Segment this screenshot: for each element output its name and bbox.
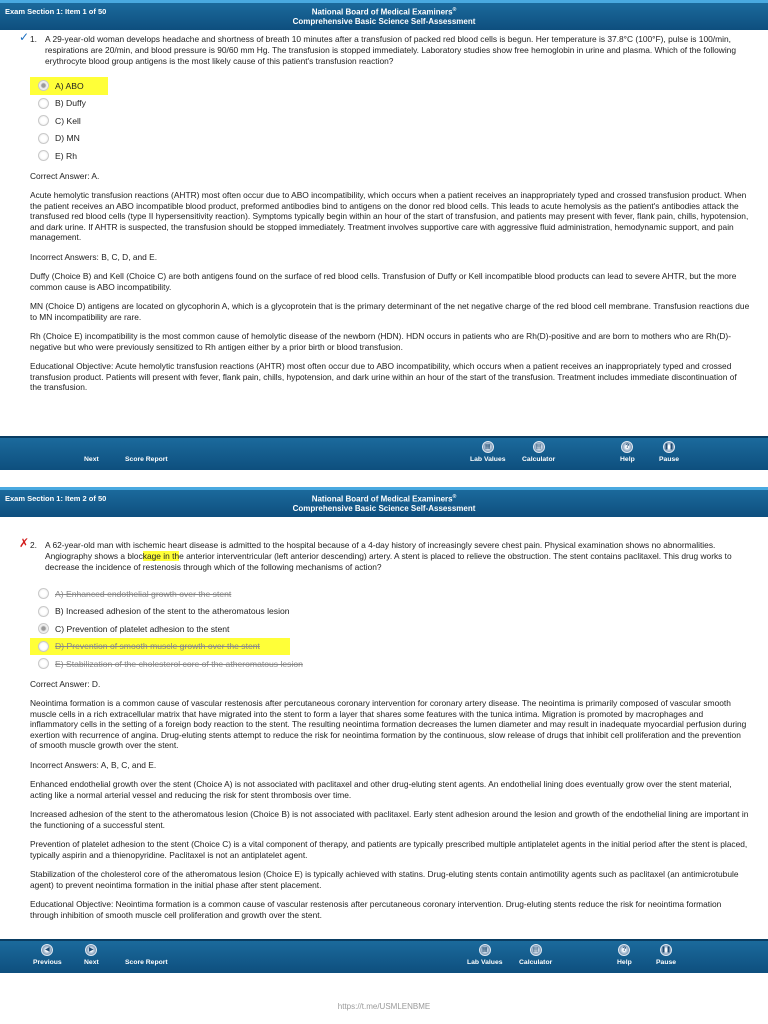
explanation-paragraph: Neointima formation is a common cause of vascular restenosis after percutaneous coronary intervention for coronary artery disease. The neointima is primarily composed of vascular smooth muscle cells in a rich extracellular matrix that have migrated into the stent to form a layer that shares some features with the tunica intima. Migration is promoted by macrophages and inflammatory cells in the setting of a foreign body reaction to the stent. The resulting neointima formation decreases the lumen diameter and may result in inadequate myocardial perfusion during exertion with recurrence of angina. Drug-eluting stents attempt to reduce the risk for neointima formation by the continuous, slow release of drugs that inhibit cell proliferation and the prevention of smooth muscle growth over the stent. [30,698,747,750]
explanation-paragraph: Rh (Choice E) incompatibility is the most common cause of hemolytic disease of the newborn (HDN). HDN occurs in patients who are Rh(D)-positive and are born to mothers who are Rh(D)-negative but who were previously sensitized to Rh antigen either by a prior birth or blood transfusion. [30,331,731,352]
radio-button[interactable] [38,150,49,161]
choice-b[interactable] [30,95,754,113]
correct-answer-label: Correct Answer: D. [30,678,101,689]
question-panel-1 [0,0,768,470]
educational-objective: Educational Objective: Acute hemolytic transfusion reactions (AHTR) most often occur due to ABO incompatibility, which occurs when a patient receives an inappropriately typed and crossed transfusion product. Patients will present with fever, flank pain, chills, hypotension, and dark urine within an hour of the start of the transfusion. Treatment includes immediate discontinuation of the transfusion. [30,361,737,392]
choice-e[interactable] [30,655,754,673]
help-button[interactable] [617,944,632,966]
choice-text: Duffy [65,98,86,109]
explanation [30,679,754,921]
previous-icon: ◀ [41,944,53,956]
exam-header [0,6,768,26]
organization-name: National Board of Medical Examiners [311,7,453,17]
explanation-paragraph: MN (Choice D) antigens are located on glycophorin A, which is a glycoprotein that is the primary determinant of the net negative charge of the red blood cell membrane. Transfusion reactions due to MN incompatibility are rare. [30,301,750,322]
exam-header [0,493,768,513]
explanation-paragraph: Enhanced endothelial growth over the stent (Choice A) is not associated with paclitaxel and other drug-eluting stent agents. An endothelial lining does eventually grow over the stent material, acting like a normal arterial vessel and reducing the risk for stent thrombosis over time. [30,779,732,800]
exam-title: Comprehensive Basic Science Self-Assessment [292,503,476,513]
organization-name: National Board of Medical Examiners [311,494,453,504]
next-icon: ▶ [85,944,97,956]
explanation [30,171,754,393]
explanation-paragraph: Increased adhesion of the stent to the atheromatous lesion (Choice B) is not associated with paclitaxel. Early stent adhesion around the lesion and growth of the endothelial lining are important in the functioning of a successful stent. [30,809,749,830]
next-label: Next [84,456,99,463]
choice-letter: D) [55,641,65,652]
choice-c[interactable] [30,112,754,130]
choice-text: Prevention of smooth muscle growth over the stent [66,641,260,652]
incorrect-x-icon: ✗ [19,536,30,550]
radio-button[interactable] [38,588,49,599]
help-button[interactable] [620,441,635,463]
lab-values-label: Lab Values [467,959,503,966]
lab-values-icon: ▦ [479,944,491,956]
radio-button[interactable] [38,98,49,109]
next-label: Next [84,959,99,966]
calculator-button[interactable] [522,441,555,463]
pause-button[interactable] [659,441,679,463]
incorrect-answers-label: Incorrect Answers: B, C, D, and E. [30,251,158,262]
choice-letter: E) [55,150,64,161]
radio-button[interactable] [38,658,49,669]
calculator-icon: ▤ [530,944,542,956]
explanation-paragraph: Prevention of platelet adhesion to the stent (Choice C) is a vital component of therapy, and patients are typically prescribed multiple antiplatelet agents in the initial period after the stent is placed, typically aspirin and a thienopyridine. Paclitaxel is not an antiplatelet agent. [30,839,748,860]
next-button[interactable] [84,944,99,966]
incorrect-answers-label: Incorrect Answers: A, B, C, and E. [30,759,157,770]
calculator-button[interactable] [519,944,552,966]
choice-letter: A) [55,588,64,599]
lab-values-button[interactable] [470,441,506,463]
help-label: Help [620,456,635,463]
answer-choices [30,77,754,165]
score-report-label: Score Report [125,959,168,966]
navigation-bar [0,436,768,470]
explanation-paragraph: Acute hemolytic transfusion reactions (AHTR) most often occur due to ABO incompatibility, which occurs when a patient receives an inappropriately typed and crossed transfusion product. When the patient receives an ABO incompatible blood product, preformed antibodies bind to antigens on the donor red blood cells. This leads to acute hemolysis as the patient's antibodies attack the transfused red blood cells (type II hypersensitivity reaction). Symptoms typically begin within an hour of the start of transfusion, and patients may present with fever, flank pain, chills, hypotension, and dark urine. If AHTR is suspected, the transfusion should be stopped immediately. Treatment involves supportive care with aggressive fluid administration, hemodynamic support, and pain management. [30,190,749,242]
choice-a[interactable] [30,77,108,95]
pause-label: Pause [656,959,677,966]
score-report-label: Score Report [125,456,168,463]
question-stem [19,536,754,573]
choice-letter: C) [55,115,65,126]
choice-text: Increased adhesion of the stent to the atheromatous lesion [65,606,290,617]
question-number: 1. [30,34,37,44]
question-panel-2 [0,487,768,973]
choice-letter: D) [55,133,65,144]
help-icon: ? [618,944,630,956]
score-report-button[interactable] [125,959,168,966]
question-text: A 29-year-old woman develops headache and shortness of breath 10 minutes after a transfusion of packed red blood cells is begun. Her temperature is 37.8°C (100°F), pulse is 100/min, respirations are 20/min, and blood pressure is 90/60 mm Hg. The transfusion is stopped immediately. Laboratory studies show free hemoglobin in urine and plasma. Which of the following erythrocyte blood group antigens is the most likely cause of this patient's transfusion reaction? [45,34,736,66]
lab-values-label: Lab Values [470,456,506,463]
choice-a[interactable] [30,585,754,603]
registered-mark: ® [452,7,457,13]
answer-choices [30,585,754,673]
choice-text: Stabilization of the cholesterol core of the atheromatous lesion [65,658,303,669]
question-text: A 62-year-old man with ischemic heart disease is admitted to the hospital because of a 4-day history of increasingly severe chest pain. Physical examination shows no abnormalities. Angiography shows a blockage in the anterior interventricular (left anterior descending) artery. A stent is placed to relieve the obstruction. The stent contains paclitaxel. This drug works to decrease the incidence of restenosis through which of the following mechanisms of action? [45,540,732,572]
explanation-paragraph: Stabilization of the cholesterol core of the atheromatous lesion (Choice E) is typically achieved with statins. Drug-eluting stents contain antimotility agents such as paclitaxel (an antimicrotubule agent) to prevent neointima formation in the initial phase after stent placement. [30,869,739,890]
choice-text: Enhanced endothelial growth over the stent [65,588,232,599]
previous-button[interactable] [33,944,62,966]
radio-button[interactable] [38,133,49,144]
title-bar [0,487,768,517]
pause-button[interactable] [656,944,676,966]
exam-title: Comprehensive Basic Science Self-Assessment [292,16,476,26]
calculator-label: Calculator [519,959,553,966]
correct-check-icon: ✓ [19,30,30,44]
calculator-label: Calculator [522,456,556,463]
registered-mark: ® [452,494,457,500]
calculator-icon: ▤ [533,441,545,453]
radio-button-selected[interactable] [38,80,49,91]
choice-text: Rh [65,150,77,161]
title-bar [0,0,768,30]
choice-text: Kell [66,115,81,126]
choice-letter: B) [55,606,64,617]
navigation-bar [0,939,768,973]
correct-answer-label: Correct Answer: A. [30,170,100,181]
choice-letter: E) [55,658,64,669]
pause-icon: ❚❚ [660,944,672,956]
choice-letter: C) [55,623,65,634]
section-label: Exam Section 1: Item 1 of 50 [5,7,107,16]
score-report-button[interactable] [125,456,168,463]
choice-text: MN [66,133,80,144]
choice-e[interactable] [30,147,754,165]
explanation-paragraph: Duffy (Choice B) and Kell (Choice C) are both antigens found on the surface of red blood cells. Transfusion of Duffy or Kell incompatible blood products can lead to severe AHTR, but the more common cause is ABO incompatibility. [30,271,737,292]
choice-letter: A) [55,80,64,91]
choice-d[interactable] [30,130,754,148]
radio-button[interactable] [38,641,49,652]
help-label: Help [617,959,632,966]
pause-icon: ❚❚ [663,441,675,453]
section-label: Exam Section 1: Item 2 of 50 [5,494,107,503]
previous-label: Previous [33,959,62,966]
choice-d[interactable] [30,638,290,656]
watermark-link: https://t.me/USMLENBME [337,1002,431,1011]
choice-text: Prevention of platelet adhesion to the stent [66,623,230,634]
help-icon: ? [621,441,633,453]
next-button[interactable] [84,456,99,463]
choice-letter: B) [55,98,64,109]
pause-label: Pause [659,456,680,463]
question-number: 2. [30,540,37,550]
text-highlight: kage in th [142,551,180,561]
radio-button-selected[interactable] [38,623,49,634]
choice-text: ABO [65,80,84,91]
lab-values-icon: ▦ [482,441,494,453]
choice-c[interactable] [30,620,754,638]
radio-button[interactable] [38,606,49,617]
choice-b[interactable] [30,603,754,621]
question-stem [19,30,754,67]
radio-button[interactable] [38,115,49,126]
lab-values-button[interactable] [467,944,503,966]
educational-objective: Educational Objective: Neointima formation is a common cause of vascular restenosis after percutaneous coronary intervention. Drug-eluting stents reduce the risk for neointima formation through inhibition of smooth muscle cell proliferation and growth over the stent. [30,899,722,920]
